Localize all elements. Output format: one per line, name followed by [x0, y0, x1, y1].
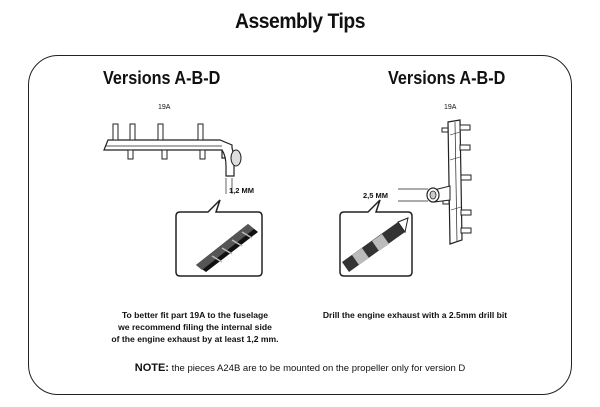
note-label: NOTE: — [134, 362, 169, 374]
left-dimension-label: 1,2 MM — [229, 186, 255, 195]
left-caption-line: we recommend filing the internal side — [118, 322, 272, 332]
left-subtitle: Versions A-B-D — [103, 68, 221, 88]
left-caption-line: of the engine exhaust by at least 1,2 mm. — [111, 334, 279, 344]
right-subtitle: Versions A-B-D — [388, 68, 506, 88]
left-caption-line: To better fit part 19A to the fuselage — [121, 310, 269, 320]
right-caption-line: Drill the engine exhaust with a 2.5mm drill bit — [322, 310, 508, 320]
left-part-label: 19A — [158, 104, 171, 111]
note — [0, 362, 600, 374]
right-caption — [300, 309, 530, 321]
right-part-label: 19A — [444, 104, 457, 111]
note-text: the pieces A24B are to be mounted on the propeller only for version D — [168, 363, 466, 374]
page-title: Assembly Tips — [234, 10, 366, 33]
right-dimension-label: 2,5 MM — [363, 191, 389, 200]
